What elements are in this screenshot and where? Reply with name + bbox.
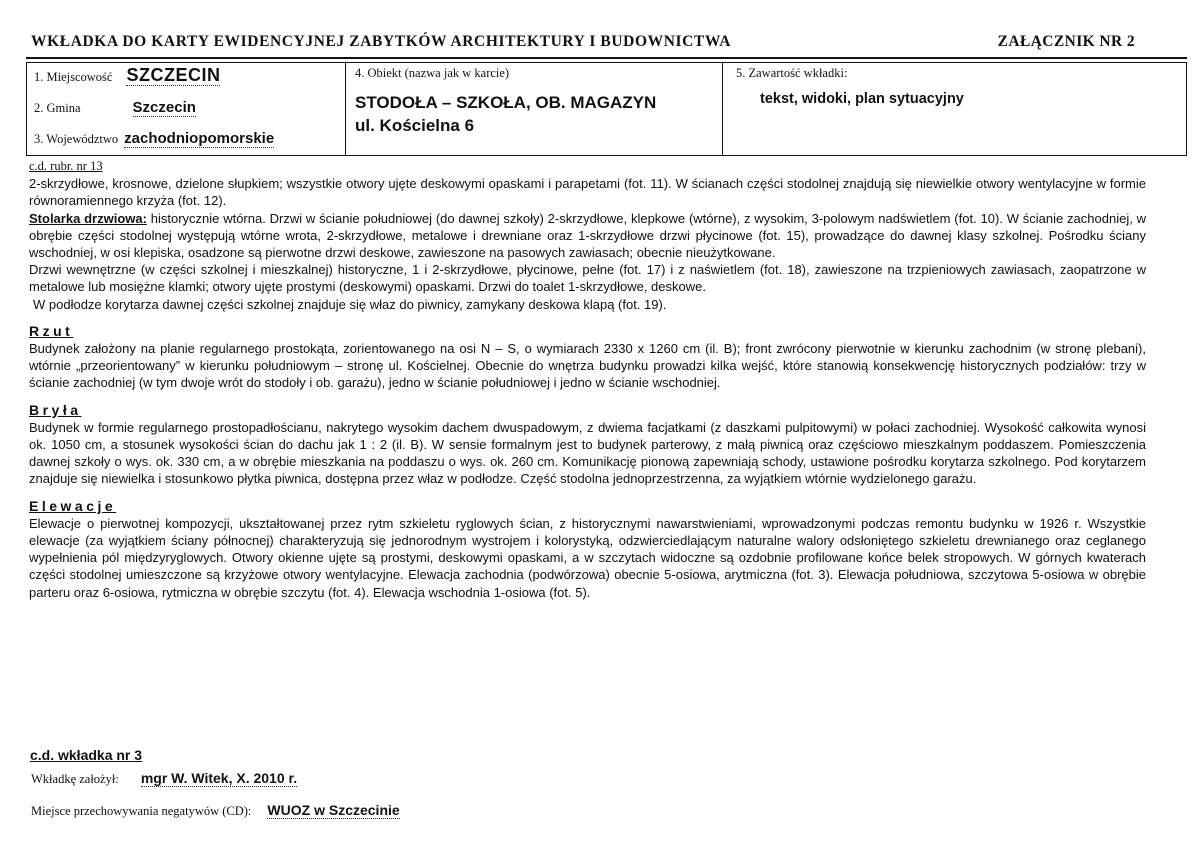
miejscowosc-label: 1. Miejscowość [34,70,113,84]
storage-row [31,802,400,820]
doors-text: historycznie wtórna. Drzwi w ścianie południowej (do dawnej szkoły) 2-skrzydłowe, klepkowe (wtórne), z wysokim, 3-polowym nadświetlem (fot. 10). W ścianie zachodniej, w obrębie części stodolnej występują wtórne wrota, 2-skrzydłowe, metalowe i drewniane oraz 1-skrzydłowe drzwi płycinowe (fot. 15), prowadzące do dawnej klasy szkolnej. Pośrodku ściany wschodniej, w osi klepiska, osadzone są pierwotne drzwi deskowe, zawieszone na pasowych zawiasach; obecnie nieużytkowane. [29,210,1147,261]
doors-heading: Stolarka drzwiowa: [29,210,147,226]
continuation-insert: c.d. wkładka nr 3 [30,747,143,763]
object-cell [345,63,723,155]
header-rule [26,57,1187,59]
storage-label: Miejsce przechowywania negatywów (CD): [31,804,252,818]
zawartosc-value: tekst, widoki, plan sytuacyjny [760,91,964,107]
hatch-paragraph: W podłodze korytarza dawnej części szkolnej znajduje się właz do piwnicy, zamykany deskowa klapą (fot. 19). [33,296,667,312]
obiekt-label: 4. Obiekt (nazwa jak w karcie) [355,66,510,80]
wojewodztwo-row [34,130,274,148]
attachment-number: ZAŁĄCZNIK NR 2 [997,33,1135,50]
gmina-value: Szczecin [132,99,196,116]
windows-paragraph: 2-skrzydłowe, krosnowe, dzielone słupkiem; wszystkie otwory ujęte deskowymi opaskami i parapetami (fot. 11). W ścianach części stodolnej znajdują się niewielkie otwory wentylacyjne w formie równoramiennego krzyża (fot. 12). [29,176,1146,209]
gmina-row [34,99,196,117]
miejscowosc-row [34,65,220,86]
rzut-heading: Rzut [29,322,74,339]
wojewodztwo-value: zachodniopomorskie [124,130,275,147]
bryla-paragraph: Budynek w formie regularnego prostopadłościanu, nakrytego wysokim dachem dwuspadowym, z dwiema facjatkami (z daszkami pulpitowymi) w połaci zachodniej. Wysokość całkowita wynosi ok. 1050 cm, a stosunek wysokości ścian do dachu jak 1 : 2 (il. B). W sensie formalnym jest to budynek parterowy, z małą piwnicą oraz częściowo mieszkalnym poddaszem. Pomieszczenia dawnej szkoły o wys. ok. 330 cm, a w obrębie mieszkania na poddaszu o wys. ok. 260 cm. Komunikację pionową zapewniają schody, ustawione pośrodku korytarza szkolnego. Pod korytarzem znajduje się niewielka i stosunkowo płytka piwnica, dostępna przez właz w podłodze. Część stodolna jednoprzestrzenna, za wyjątkiem wtórnie wydzielonego garażu. [29,419,1146,487]
author-label: Wkładkę założył: [31,772,119,786]
miejscowosc-value: SZCZECIN [126,65,221,85]
location-cell [27,63,346,155]
elewacje-heading: Elewacje [29,497,117,514]
continuation-label: c.d. rubr. nr 13 [29,159,103,173]
storage-value: WUOZ w Szczecinie [267,802,400,818]
obiekt-address: ul. Kościelna 6 [355,116,475,135]
gmina-label: 2. Gmina [34,101,81,115]
rzut-paragraph: Budynek założony na planie regularnego prostokąta, zorientowanego na osi N – S, o wymiarach 2330 x 1260 cm (il. B); front zwrócony pierwotnie w kierunku zachodnim (w stronę plebani), wtórnie „przeorientowany” w kierunku południowym – stronę ul. Kościelnej. Obecnie do wnętrza budynku prowadzi kilka wejść, które stanowią konsekwencję historycznych podziałów: trzy w ścianie zachodniej (w tym dwoje wrót do stodoły i ob. garażu), jedno w ścianie południowej i jedno w ścianie wschodniej. [29,341,1146,391]
elewacje-paragraph: Elewacje o pierwotnej kompozycji, ukształtowanej przez rytm szkieletu ryglowych ścian, z historycznymi nawarstwieniami, wprowadzonymi podczas remontu budynku w 1926 r. Wszystkie elewacje (za wyjątkiem ściany północnej) charakteryzują się jednorodnym wystrojem i kolorystyką, odzwierciedlającym naturalne walory odsłoniętego szkieletu drewnianego oraz ceglanego wypełnienia pól międzyryglowych. Otwory okienne ujęte są prostymi, deskowymi opaskami, a w szczytach widoczne są ozdobnie profilowane końce belek stropowych. W górnych kwaterach części stodolnej umieszczone są krzyżowe otwory wentylacyjne. Elewacja zachodnia (podwórzowa) obecnie 5-osiowa, arytmiczna (fot. 3). Elewacja południowa, szczytowa 5-osiowa w obrębie parteru oraz 6-osiowa, rytmiczna w obrębie szczytu (fot. 4). Elewacja wschodnia 1-osiowa (fot. 5). [29,515,1146,600]
obiekt-name: STODOŁA – SZKOŁA, OB. MAGAZYN [355,93,657,112]
form-title: WKŁADKA DO KARTY EWIDENCYJNEJ ZABYTKÓW ARCHITEKTURY I BUDOWNICTWA [31,33,732,50]
description-body [29,158,1146,601]
bryla-heading: Bryła [29,401,82,418]
info-grid [26,62,1187,156]
wojewodztwo-label: 3. Województwo [34,132,119,146]
contents-cell [722,63,1186,155]
author-value: mgr W. Witek, X. 2010 r. [140,770,298,786]
interior-doors-paragraph: Drzwi wewnętrzne (w części szkolnej i mieszkalnej) historyczne, 1 i 2-skrzydłowe, płycinowe, pełne (fot. 17) i z naświetlem (fot. 18), zawieszone na trzpieniowych zawiasach, zaopatrzone w metalowe lub mosiężne klamki; otwory ujęte prostymi (deskowymi) opaskami. Drzwi do toalet 1-skrzydłowe, deskowe. [29,262,1146,295]
zawartosc-label: 5. Zawartość wkładki: [736,66,848,80]
obiekt-value [355,91,656,137]
author-row [31,770,297,788]
doors-paragraph [29,210,1146,262]
